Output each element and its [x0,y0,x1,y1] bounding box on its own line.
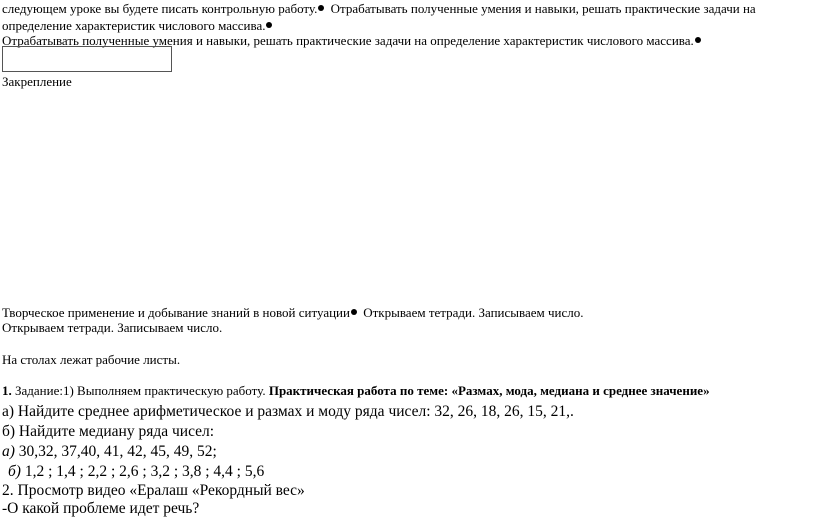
text-segment: 1,2 ; 1,4 ; 2,2 ; 2,6 ; 3,2 ; 3,8 ; 4,4 ; 5,6 [20,463,265,480]
series-b [8,464,264,480]
task-a: а) Найдите среднее арифметическое и размах и моду ряда чисел: 32, 26, 18, 26, 15, 21,. [2,403,574,420]
bullet-icon [351,309,357,315]
text-line-2 [2,19,275,32]
work-title: Практическая работа по теме: «Размах, мода, медиана и среднее значение» [268,383,710,398]
text-segment: Отрабатывать полученные умения и навыки, решать практические задачи на [327,1,756,16]
text-segment: Отрабатывать полученные умения и навыки, решать практические задачи на определение характеристик числового массива. [2,33,694,48]
task-b: б) Найдите медиану ряда чисел: [2,423,215,440]
section-heading: Закрепление [2,74,72,89]
text-segment: определение характеристик числового массива. [2,18,266,33]
task-number: 1. [2,383,12,398]
item-label: б) [8,463,21,480]
text-segment: Творческое применение и добывание знаний в новой ситуации [2,305,350,320]
text-line-6: Открываем тетради. Записываем число. [2,320,223,335]
series-a [2,444,217,460]
bullet-icon [695,37,701,43]
text-line-8 [2,384,710,397]
bullet-icon [318,5,324,11]
text-segment: следующем уроке вы будете писать контрольную работу. [2,1,318,16]
item-label: а) [2,443,15,460]
bullet-icon [266,22,272,28]
video-line: 2. Просмотр видео «Ералаш «Рекордный вес» [2,482,305,499]
text-segment: Открываем тетради. Записываем число. [359,305,584,320]
text-line-7: На столах лежат рабочие листы. [2,352,181,367]
empty-frame [2,46,172,72]
text-segment: 30,32, 37,40, 41, 42, 45, 49, 52; [14,443,217,460]
question-line: -О какой проблеме идет речь? [2,500,200,517]
text-line-1 [2,2,756,15]
text-line-5 [2,306,583,319]
text-segment: Задание:1) Выполняем практическую работу. [11,383,269,398]
